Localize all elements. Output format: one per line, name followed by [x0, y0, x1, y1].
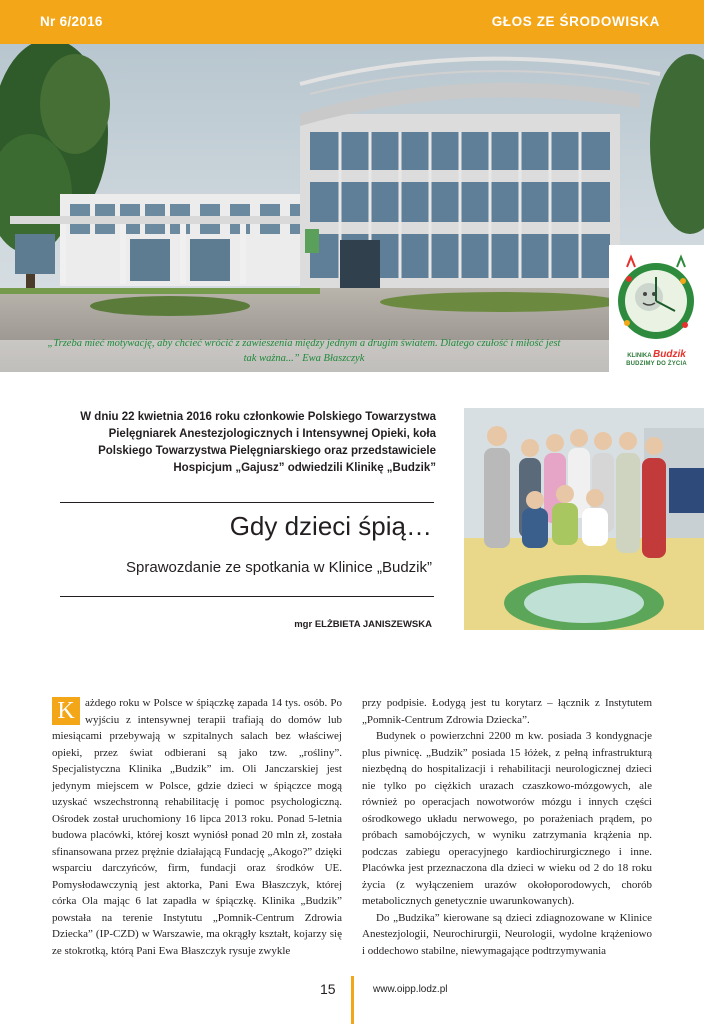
group-photo	[464, 408, 704, 630]
issue-number: Nr 6/2016	[40, 14, 103, 29]
budzik-clinic-logo	[609, 245, 704, 373]
body-paragraph: Budynek o powierzchni 2200 m kw. posiada 3 kondygnacje plus piwnicę. „Budzik” posiada 15 łóżek, z pełną infrastrukturą niezbędną do hospitalizacji i rehabilitacji neurologicznej dzieci nie tylko po ciężkich urazach czaszkowo-mózgowych, ale również po operacjach nowotworów mózgu i innych części ośrodkowego układu nerwowego, po porażeniach prądem, po próbach samobójczych, w wyniku zatrzymania krążenia np. podczas zabiegu operacyjnego kardiochirurgicznego i inne. Placówka jest przeznaczona dla dzieci w wieku od 2 do 18 roku życia (z wyłączeniem urazów okołoporodowych, chorób metabolicznych genetycznie uwarunkowanych).	[362, 730, 652, 907]
body-paragraph: ażdego roku w Polsce w śpiączkę zapada 14 tys. osób. Po wyjściu z intensywnej terapii trafiają do domów lub miesiącami przebywają w szpitalnych salach bez właściwej opieki, przez świat odbierani są jako tzw. „rośliny”. Specjalistyczna Klinika „Budzik” im. Oli Janczarskiej jest jedynym miejscem w Polsce, gdzie dzieci w śpiączce mogą uzyskać wszechstronną rehabilitację i pomoc psychologiczną. Ośrodek został uruchomiony 16 lipca 2013 roku. Ponad 5-letnia budowa placówki, której koszt wyniósł ponad 20 mln zł, została sfinansowana przez prężnie działającą Fundację „Akogo?” dzięki wsparciu darczyńców, firm, fundacji oraz środków UE. Pomysłodawczynią jest aktorka, Pani Ewa Błaszczyk, której córka Ola mając 6 lat zapadła w śpiączkę. Klinika „Budzik” powstała na terenie Instytutu „Pomnik-Centrum Zdrowia Dziecka” (IP-CZD) w Warszawie, ma okrągły kształt, kojarzy się ze stokrotką, którą Pani Ewa Błaszczyk rysuje zwykle	[52, 697, 342, 957]
logo-prefix: KLINIKA	[627, 353, 652, 359]
dropcap: K	[52, 697, 80, 725]
article-column-right	[362, 695, 652, 959]
building-photo	[0, 44, 704, 372]
article-column-left	[52, 695, 342, 959]
header-bar	[0, 0, 704, 44]
divider-bottom	[60, 596, 434, 597]
body-paragraph: Do „Budzika” kierowane są dzieci zdiagnozowane w Klinice Anestezjologii, Neurochirurgii, Neurologii, wydolne krążeniowo i oddechowo stabilne, niewymagające podtrzymywania	[362, 911, 652, 957]
article-subtitle: Sprawozdanie ze spotkania w Klinice „Budzik”	[126, 559, 432, 576]
website-link[interactable]: www.oipp.lodz.pl	[373, 984, 448, 995]
page-number: 15	[320, 981, 336, 997]
footer-divider	[351, 976, 354, 1024]
body-paragraph: przy podpisie. Łodygą jest tu korytarz – łącznik z Instytutem „Pomnik-Centrum Zdrowia Dziecka”.	[362, 697, 652, 726]
logo-slogan: BUDZIMY DO ŻYCIA	[626, 361, 687, 367]
section-title: GŁOS ZE ŚRODOWISKA	[491, 14, 660, 29]
divider-top	[60, 502, 434, 503]
logo-brand: Budzik	[653, 349, 686, 360]
logo-name	[609, 349, 704, 360]
article-author: mgr ELŻBIETA JANISZEWSKA	[294, 619, 432, 630]
hero-quote: „Trzeba mieć motywację, aby chcieć wrócić z zawieszenia między jednym a drugim światem. Dlatego czułość i miłość jest tak ważna...” Ewa Błaszczyk	[47, 338, 561, 364]
article-lead: W dniu 22 kwietnia 2016 roku członkowie Polskiego Towarzystwa Pielęgniarek Anestezjologicznych i Intensywnej Opieki, koła Polskiego Towarzystwa Pielęgniarskiego oraz przedstawiciele Hospicjum „Gajusz” odwiedzili Klinikę „Budzik”	[80, 411, 436, 474]
article-title: Gdy dzieci śpią…	[229, 511, 432, 541]
